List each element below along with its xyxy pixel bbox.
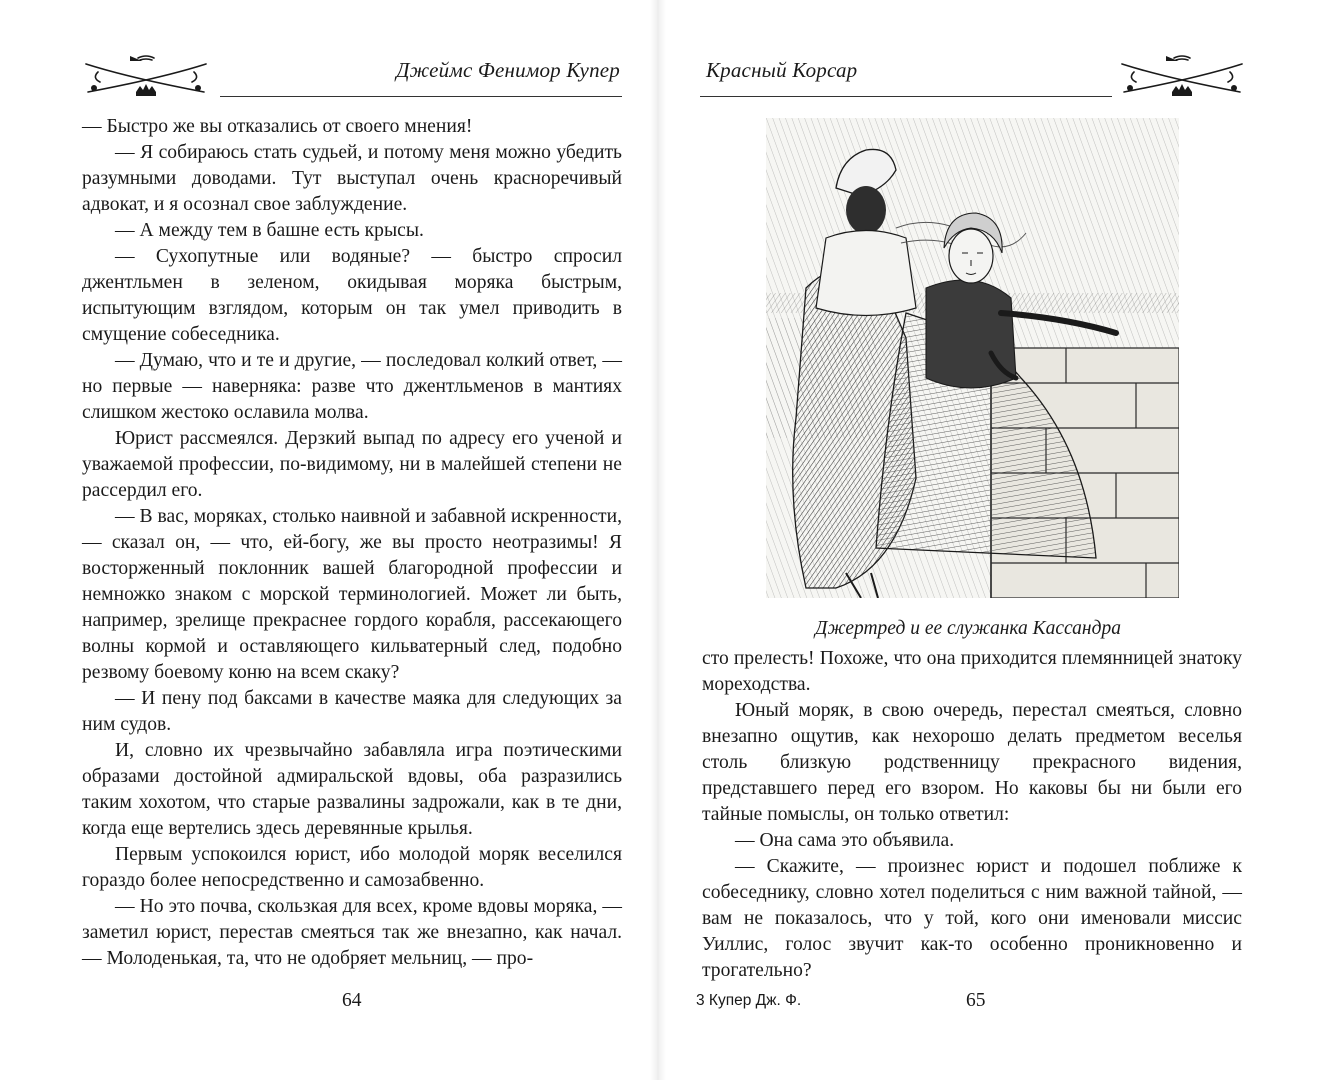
illustration-caption: Джертред и ее служанка Кассандра [815,618,1121,639]
paragraph: Юный моряк, в свою очередь, перестал смеяться, словно внезапно ощутив, как нехорошо делать предметом веселья столь близкую родственницу прекрасного видения, представшего перед его взором. Но каковы бы ни были его тайные помыслы, он только ответил: [702,700,1242,825]
paragraph: — Я собираюсь стать судьей, и потому меня можно убедить разумными доводами. Тут выступал очень красноречивый адвокат, и я осознал свое заблуждение. [82,142,622,215]
paragraph: — Думаю, что и те и другие, — последовал колкий ответ, — но первые — наверняка: разве что джентльменов в мантиях слишком жестоко ославила молва. [82,350,622,423]
page-number-left: 64 [342,990,362,1011]
paragraph: — И пену под баксами в качестве маяка для следующих за ним судов. [82,688,622,735]
left-body-text [82,114,622,972]
paragraph: — А между тем в башне есть крысы. [115,220,424,241]
paragraph: сто прелесть! Похоже, что она приходится племянницей знатоку мореходства. [702,648,1242,695]
printer-signature: 3 Купер Дж. Ф. [696,992,802,1009]
paragraph: Юрист рассмеялся. Дерзкий выпад по адресу его ученой и уважаемой профессии, по-видимому, ни в малейшей степени не рассердил его. [82,428,622,501]
paragraph: — Скажите, — произнес юрист и подошел поближе к собеседнику, словно хотел поделиться с ним важной тайной, — вам не показалось, что у той, кого они именовали миссис Уиллис, голос звучит как-то особенно проникновенно и трогательно? [702,856,1242,981]
paragraph: — Она сама это объявила. [735,830,955,851]
paragraph: — В вас, моряках, столько наивной и забавной искренности, — сказал он, — что, ей-богу, же вы просто неотразимы! Я восторженный поклонник вашей благородной профессии и немножко знаком с морской терминологией. Может ли быть, например, зрелище прекраснее гордого корабля, рассекающего волны кормой и оставляющего кильватерный след, подобно резвому боевому коню на всем скаку? [82,506,622,683]
right-page [658,0,1317,1080]
paragraph: — Быстро же вы отказались от своего мнения! [82,116,473,137]
paragraph: — Но это почва, скользкая для всех, кроме вдовы моряка, — заметил юрист, перестав смеяться так же внезапно, как начал. — Молоденькая, та, что не одобряет мельниц, — про- [82,896,622,969]
paragraph: — Сухопутные или водяные? — быстро спросил джентльмен в зеленом, окидывая моряка быстрым, испытующим взглядом, которым он так умел приводить в смущение собеседника. [82,246,622,345]
header-rule [220,96,622,97]
paragraph: И, словно их чрезвычайно забавляла игра поэтическими образами достойной адмиральской вдовы, оба разразились таким хохотом, что старые развалины задрожали, как в те дни, когда еще вертелись здесь деревянные крылья. [82,740,622,839]
running-head-title: Красный Корсар [706,58,858,82]
crossed-swords-crown-icon [80,52,212,104]
page-number-right: 65 [966,990,986,1011]
crossed-swords-crown-icon [1116,52,1248,104]
right-body-text [702,646,1242,984]
engraving-illustration [766,118,1179,598]
header-rule [700,96,1112,97]
paragraph: Первым успокоился юрист, ибо молодой моряк веселился гораздо более непосредственно и самозабвенно. [82,844,622,891]
engraving-drawing [766,118,1179,598]
left-page [0,0,658,1080]
running-head-author: Джеймс Фенимор Купер [396,58,620,82]
